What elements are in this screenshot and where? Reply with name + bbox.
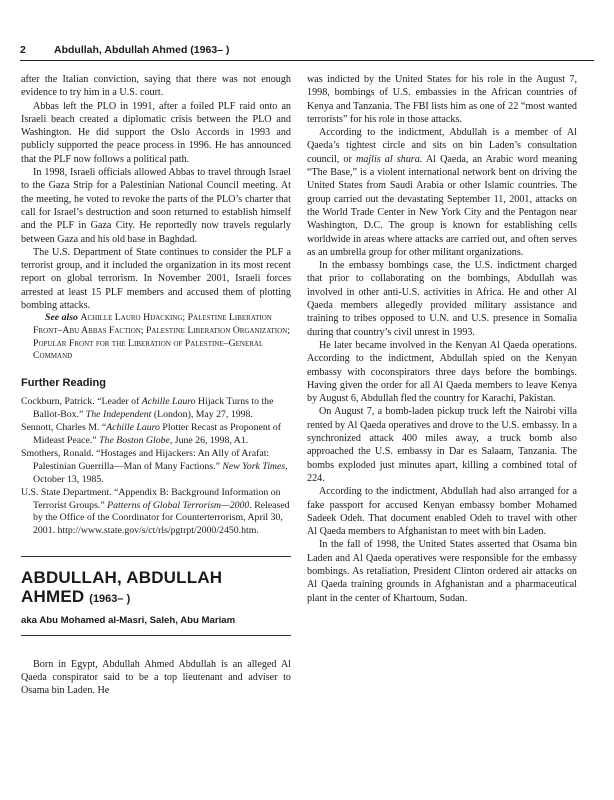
reference-item: Cockburn, Patrick. “Leader of Achille Lauro Hijack Turns to the Ballot-Box.” The Independent (London), May 27, 1998. [21, 396, 274, 420]
paragraph: In the fall of 1998, the United States asserted that Osama bin Laden and Al Qaeda operatives were responsible for the embassy bombings. As retaliation, President Clinton ordered air attacks on Al Qaeda training grounds in Afghanistan and a pharmaceutical plant in the center of Khartoum, Sudan. [307, 539, 577, 604]
paragraph: According to the indictment, Abdullah had also arranged for a fake passport for accused Kenyan embassy bomber Mohamed Sadeek Odeh. That document enabled Odeh to travel with other Al Qaeda members to Afghanistan to meet with bin Laden. [307, 486, 577, 538]
paragraph: Born in Egypt, Abdullah Ahmed Abdullah is an alleged Al Qaeda conspirator said to be a top lieutenant and adviser to Osama bin Laden. He [21, 658, 291, 697]
paragraph: In the embassy bombings case, the U.S. indictment charged that prior to collaborating on the bombings, Abdullah was involved in other anti-U.S. activities in Africa. He and other Al Qaeda members allegedly provided military assistance and training to tribes opposed to U.N. and U.S. presence in Somalia during that country’s civil unrest in 1993. [307, 260, 577, 338]
right-column [307, 73, 577, 605]
paragraph: was indicted by the United States for his role in the August 7, 1998, bombings of U.S. embassies in the African countries of Kenya and Tanzania. The FBI lists him as one of 22 “most wanted terrorists” for his role in those attacks. [307, 74, 577, 125]
entry-divider [21, 556, 291, 557]
paragraph: He later became involved in the Kenyan Al Qaeda operations. According to the indictment, Abdullah spied on the Kenyan embassy with coconspirators three days before the bombings. Having given the order for all Al Qaeda members to leave Kenya by August 6, Abdullah fled the country for Karachi, Pakistan. [307, 339, 577, 405]
reference-item: U.S. State Department. “Appendix B: Background Information on Terrorist Groups.” Patterns of Global Terrorism—2000. Released by the Office of the Coordinator for Counterterrorism, April 30, 2001. http://www.state.gov/s/ct/rls/pgtrpt/2000/2450.htm. [21, 487, 290, 536]
paragraph: On August 7, a bomb-laden pickup truck left the Nairobi villa rented by Al Qaeda operatives and drove to the U.S. embassy. In a synchronized attack 400 miles away, a truck bomb also approached the U.S. embassy in Dar es Salaam, Tanzania. The bombs exploded just minutes apart, killing a combined total of 224. [307, 406, 577, 484]
paragraph: In 1998, Israeli officials allowed Abbas to travel through Israel to the Gaza Strip for a Palestinian National Council meeting. At the meeting, he voted to revoke the parts of the PLO’s charter that call for Israel’s destruction and soon returned to establish himself and the PLF in Gaza City. He reportedly now travels regularly between Gaza and his old base in Baghdad. [21, 167, 291, 245]
entry-title: ABDULLAH, ABDULLAH AHMED (1963– ) [21, 567, 223, 606]
running-title: Abdullah, Abdullah Ahmed (1963– ) [54, 44, 230, 56]
entry-aka: aka Abu Mohamed al-Masri, Saleh, Abu Mariam [21, 614, 236, 626]
entry-years: (1963– ) [89, 592, 131, 605]
see-also [21, 312, 291, 362]
entry-divider [21, 635, 291, 636]
paragraph: According to the indictment, Abdullah is a member of Al Qaeda’s tightest circle and sits on bin Laden’s consultation council, or majlis al shura. Al Qaeda, an Arabic word meaning “The Base,” is a violent international network bent on driving the United States from Saudi Arabia or other Islamic countries. The group carried out the devastating September 11, 2001, attacks on the World Trade Center in New York City and the Pentagon near Washington, D.C. The group is known for establishing cells worldwide in areas where attacks are carried out, and often serves as an umbrella group for other militant organizations. [307, 127, 578, 258]
paragraph: Abbas left the PLO in 1991, after a foiled PLF raid onto an Israeli beach created a diplomatic crisis between the PLO and Washington. He did support the Oslo Accords in 1993 and publicly supported the peace process in 1996. He has announced that the PLF now follows a political path. [21, 100, 291, 165]
paragraph: after the Italian conviction, saying that there was not enough evidence to try him in a U.S. court. [21, 74, 291, 99]
see-also-label: See also [45, 312, 78, 324]
page-number: 2 [20, 44, 26, 56]
header-rule [20, 60, 594, 61]
reference-item: Smothers, Ronald. “Hostages and Hijackers: An Ally of Arafat: Palestinian Guerrilla—Man of Many Factions.” New York Times, October 13, 1985. [21, 448, 288, 485]
reference-item: Sennott, Charles M. “Achille Lauro Plotter Recast as Proponent of Mideast Peace.” The Boston Globe, June 26, 1998, A1. [21, 422, 282, 446]
left-column [21, 73, 291, 698]
running-header [20, 42, 594, 60]
further-reading-heading: Further Reading [21, 376, 106, 389]
see-also-links: Achille Lauro Hijacking; Palestine Liberation Front–Abu Abbas Faction; Palestine Liberation Organization; Popular Front for the Liberation of Palestine–General Command [33, 312, 290, 362]
paragraph: The U.S. Department of State continues to consider the PLF a terrorist group, and it included the organization in its most recent report on global terrorism. In November 2001, Israeli forces arrested at least 15 PLF members and accused them of plotting bombing attacks. [21, 246, 291, 312]
